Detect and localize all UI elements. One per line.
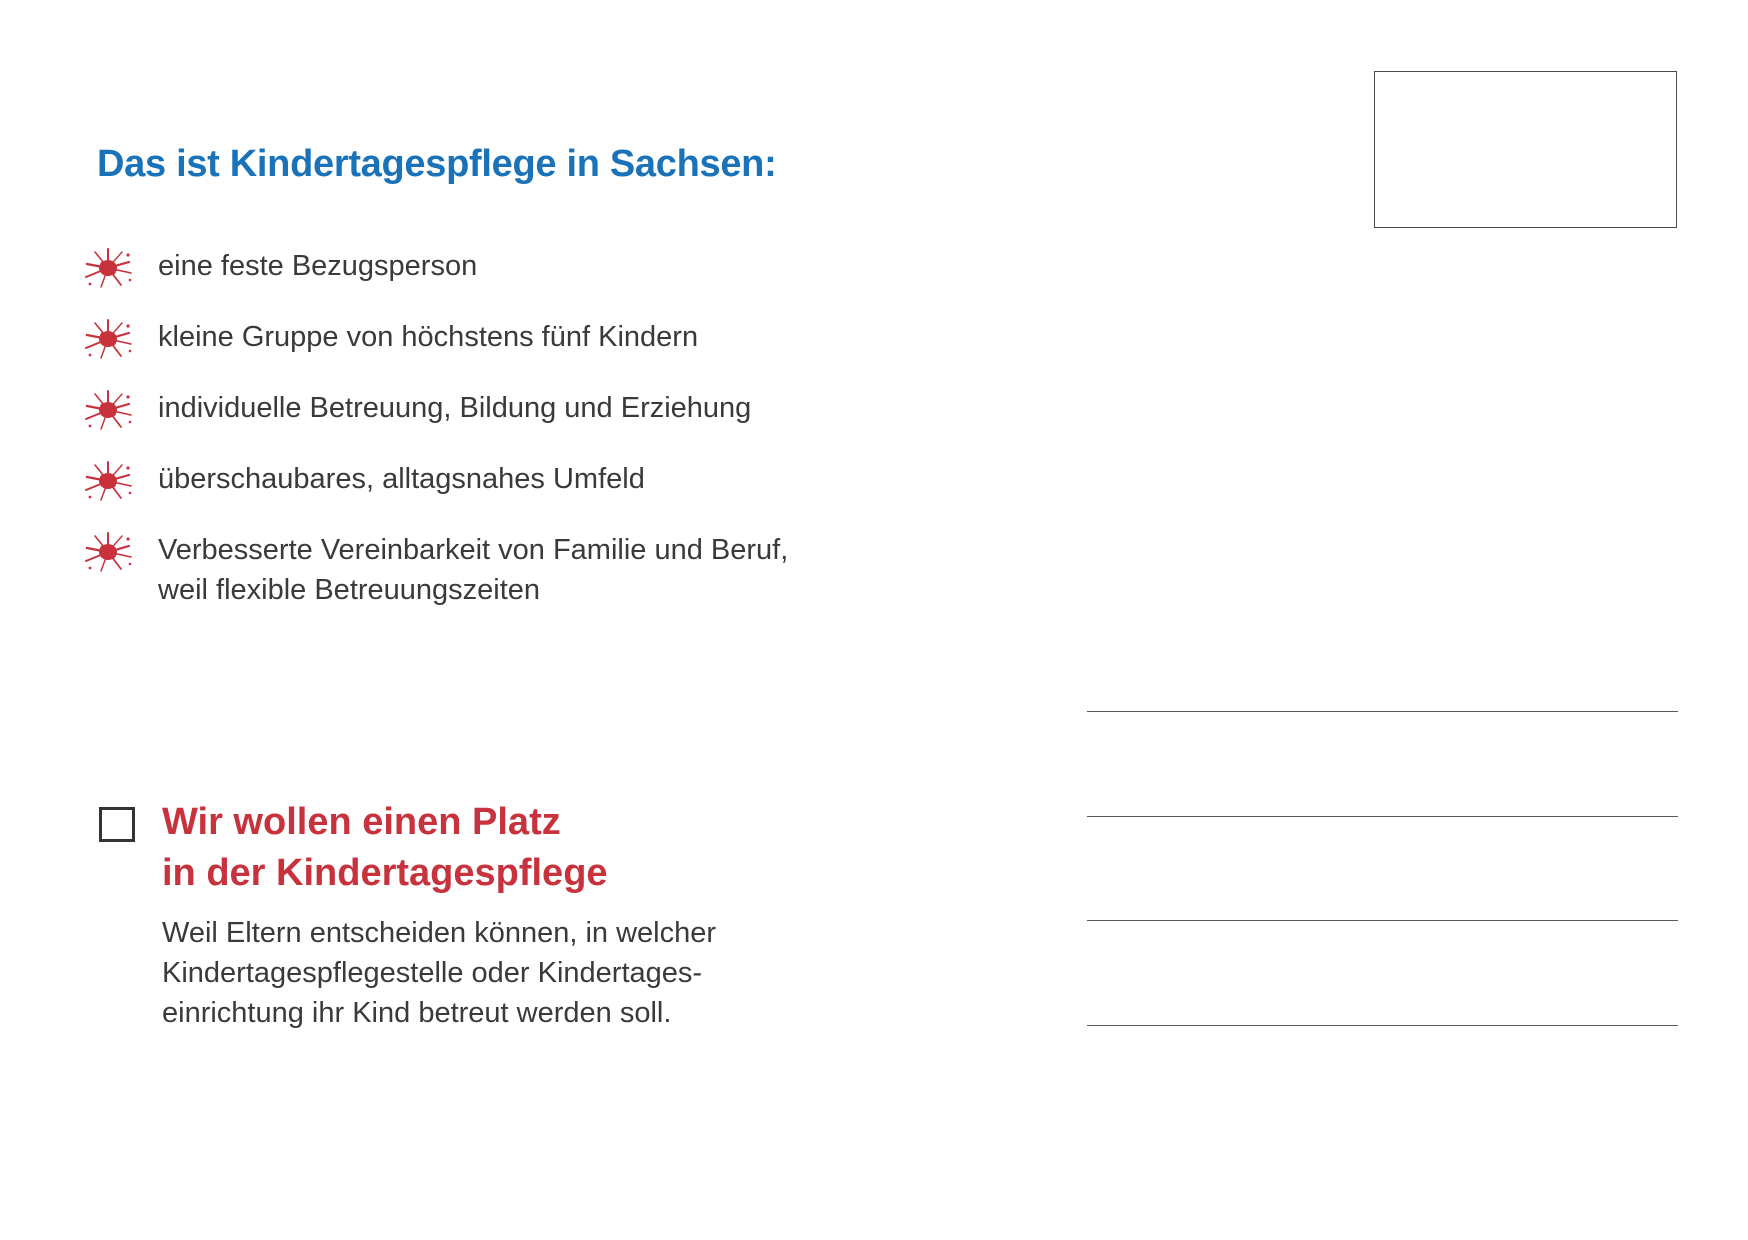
list-item-text: überschaubares, alltagsnahes Umfeld <box>158 463 645 495</box>
list-item-text-continued: weil flexible Betreuungszeiten <box>158 574 541 606</box>
red-splat-icon <box>84 459 134 503</box>
list-item-text: individuelle Betreuung, Bildung und Erziehung <box>158 392 752 424</box>
list-item-text: Verbesserte Vereinbarkeit von Familie und Beruf, <box>158 534 789 566</box>
address-line <box>1087 816 1678 817</box>
list-item <box>84 388 788 428</box>
stamp-box <box>1374 71 1677 228</box>
cta-body-line: Kindertagespflegestelle oder Kindertages- <box>162 957 703 989</box>
cta-title-line: in der Kindertagespflege <box>162 852 608 894</box>
address-line <box>1087 711 1678 712</box>
red-splat-icon <box>84 530 134 574</box>
red-splat-icon <box>84 246 134 290</box>
list-item <box>84 459 788 499</box>
cta-title-line: Wir wollen einen Platz <box>162 801 561 843</box>
red-splat-icon <box>84 317 134 361</box>
list-item-text: kleine Gruppe von höchstens fünf Kindern <box>158 321 699 353</box>
page-title: Das ist Kindertagespflege in Sachsen: <box>97 143 777 185</box>
list-item-text: eine feste Bezugsperson <box>158 250 478 282</box>
cta-title <box>162 797 608 899</box>
address-line <box>1087 920 1678 921</box>
place-request-checkbox[interactable] <box>99 807 135 842</box>
list-item <box>84 530 788 610</box>
list-item <box>84 317 788 357</box>
red-splat-icon <box>84 388 134 432</box>
cta-body <box>162 913 716 1033</box>
cta-body-line: Weil Eltern entscheiden können, in welcher <box>162 917 717 949</box>
cta-body-line: einrichtung ihr Kind betreut werden soll. <box>162 997 672 1029</box>
address-line <box>1087 1025 1678 1026</box>
feature-list <box>84 246 788 641</box>
list-item <box>84 246 788 286</box>
